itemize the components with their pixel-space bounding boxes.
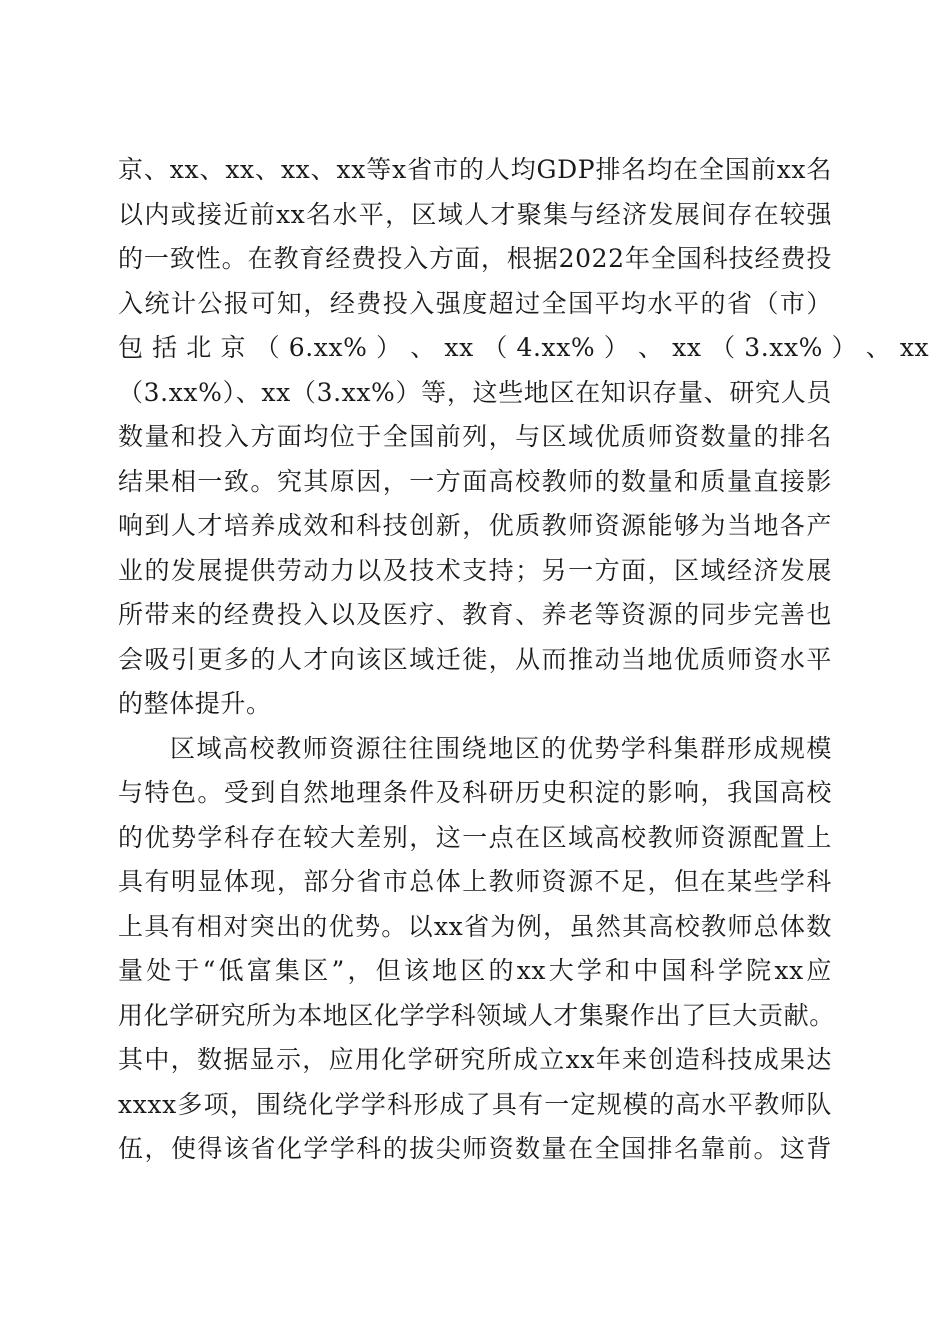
text-line-first: 区域高校教师资源往往围绕地区的优势学科集群形成规模 [170, 733, 832, 763]
text-line: xxxx多项，围绕化学学科形成了具有一定规模的高水平教师队 [118, 1089, 832, 1119]
document-body [118, 148, 930, 1172]
text-line: 与特色。受到自然地理条件及科研历史积淀的影响，我国高校 [118, 778, 832, 807]
text-line-last: 的整体提升。 [118, 689, 272, 718]
paragraph-2 [118, 727, 835, 1172]
text-line: 量处于“低富集区”，但该地区的xx大学和中国科学院xx应 [118, 956, 832, 985]
text-line: 其中，数据显示，应用化学研究所成立xx年来创造科技成果达 [118, 1045, 832, 1074]
text-line: 的一致性。在教育经费投入方面，根据2022年全国科技经费投 [118, 244, 832, 273]
text-line: 以内或接近前xx名水平，区域人才聚集与经济发展间存在较强 [118, 199, 832, 229]
text-line: 入统计公报可知，经费投入强度超过全国平均水平的省（市） [118, 288, 832, 318]
text-line: 所带来的经费投入以及医疗、教育、养老等资源的同步完善也 [118, 600, 832, 629]
text-line: 业的发展提供劳动力以及技术支持；另一方面，区域经济发展 [118, 555, 832, 585]
text-line: 包 括 北 京 （ 6.xx% ） 、 xx （ 4.xx% ） 、 xx （ 3.xx% ） 、 xx [118, 333, 930, 362]
text-line: 京、xx、xx、xx、xx等x省市的人均GDP排名均在全国前xx名 [118, 155, 832, 184]
text-line: 响到人才培养成效和科技创新，优质教师资源能够为当地各产 [118, 511, 832, 540]
text-line: 结果相一致。究其原因，一方面高校教师的数量和质量直接影 [118, 466, 832, 496]
text-line: 的优势学科存在较大差别，这一点在区域高校教师资源配置上 [118, 822, 832, 852]
text-line: 具有明显体现，部分省市总体上教师资源不足，但在某些学科 [118, 867, 832, 896]
text-line: （3.xx%）、xx（3.xx%）等，这些地区在知识存量、研究人员 [118, 377, 832, 407]
text-line: 上具有相对突出的优势。以xx省为例，虽然其高校教师总体数 [118, 911, 832, 941]
paragraph-1 [118, 148, 930, 727]
text-line: 伍，使得该省化学学科的拔尖师资数量在全国排名靠前。这背 [118, 1134, 832, 1163]
text-line: 用化学研究所为本地区化学学科领域人才集聚作出了巨大贡献。 [118, 1000, 835, 1030]
text-line: 数量和投入方面均位于全国前列，与区域优质师资数量的排名 [118, 422, 832, 451]
text-line: 会吸引更多的人才向该区域迁徙，从而推动当地优质师资水平 [118, 644, 832, 674]
